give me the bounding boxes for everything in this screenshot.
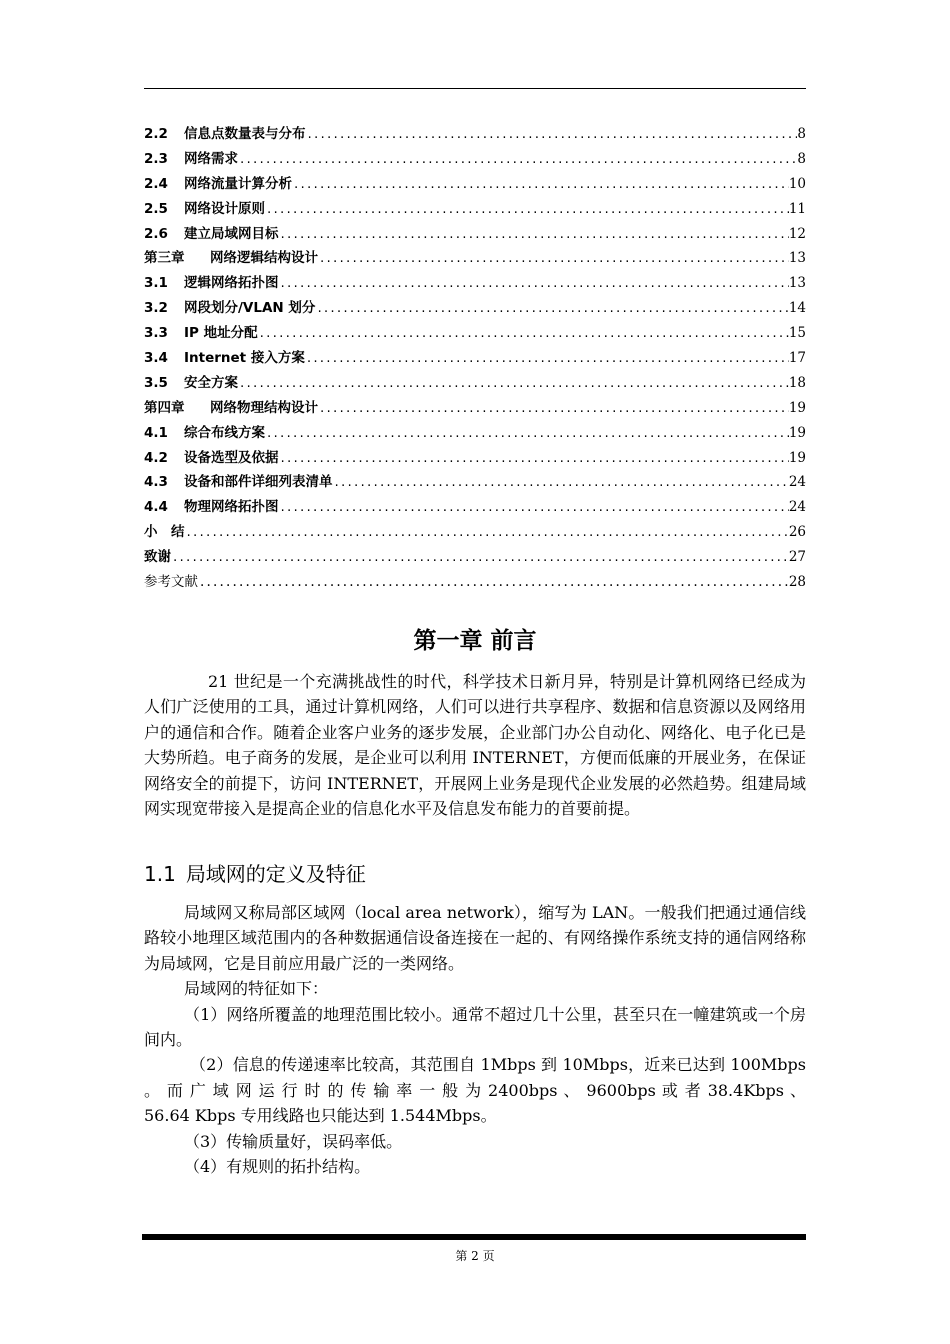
toc-entry[interactable] (144, 122, 806, 147)
toc-entry[interactable] (144, 470, 806, 495)
page-number: 第 2 页 (455, 1249, 495, 1263)
toc-leader-dots (292, 176, 789, 192)
toc-entry-title: 综合布线方案 (184, 424, 265, 441)
toc-entry-page: 18 (788, 374, 806, 391)
toc-entry-title: IP 地址分配 (184, 325, 258, 342)
feature-item-2: （2）信息的传递速率比较高，其范围自 1Mbps 到 10Mbps，近来已达到 100Mbps 。 而 广 域 网 运 行 时 的 传 输 率 一 般 为 2400bps 、 9600bps 或 者 38.4Kbps 、56.64 Kbps 专用线路也只能达到 1.544Mbps。 (144, 1055, 806, 1126)
toc-entry-page: 19 (788, 399, 806, 416)
toc-leader-dots (279, 275, 789, 291)
toc-entry-title: 网络物理结构设计 (210, 399, 318, 416)
toc-entry[interactable] (144, 246, 806, 271)
toc-entry-number: 2.3 (144, 150, 168, 167)
toc-entry-page: 13 (788, 275, 806, 292)
toc-leader-dots (185, 524, 789, 540)
toc-entry-page: 14 (788, 300, 806, 317)
toc-entry[interactable] (144, 520, 806, 545)
toc-entry-number: 3.5 (144, 374, 168, 391)
section-heading (144, 858, 806, 887)
toc-entry-title: 安全方案 (184, 374, 238, 391)
toc-entry[interactable] (144, 222, 806, 247)
header-rule (144, 88, 806, 89)
toc-entry-number: 3.1 (144, 275, 168, 292)
toc-entry[interactable] (144, 321, 806, 346)
intro-paragraph: 21 世纪是一个充满挑战性的时代，科学技术日新月异，特别是计算机网络已经成为人们广泛使用的工具，通过计算机网络，人们可以进行共享程序、数据和信息资源以及网络用户的通信和合作。随着企业客户业务的逐步发展，企业部门办公自动化、网络化、电子化已是大势所趋。电子商务的发展，是企业可以利用 INTERNET，方便而低廉的开展业务，在保证网络安全的前提下，访问 INTERNET，开展网上业务是现代企业发展的必然趋势。组建局域网实现宽带接入是提高企业的信息化水平及信息发布能力的首要前提。 (144, 672, 806, 819)
toc-entry-title: 物理网络拓扑图 (184, 499, 279, 516)
toc-entry-number: 4.4 (144, 499, 168, 516)
toc-entry-page: 24 (788, 499, 806, 516)
toc-entry-number: 2.6 (144, 225, 168, 242)
toc-entry[interactable] (144, 172, 806, 197)
toc-leader-dots (315, 300, 788, 316)
toc-entry-page: 19 (788, 424, 806, 441)
section-title: 局域网的定义及特征 (185, 862, 366, 886)
toc-leader-dots (238, 151, 797, 167)
toc-entry-number: 第三章 (144, 250, 185, 267)
toc-entry[interactable] (144, 197, 806, 222)
toc-leader-dots (333, 474, 789, 490)
toc-entry-number: 4.3 (144, 474, 168, 491)
toc-entry-page: 12 (788, 225, 806, 242)
toc-leader-dots (279, 499, 789, 515)
toc-entry-page: 13 (788, 250, 806, 267)
toc-entry-number: 2.4 (144, 175, 168, 192)
toc-leader-dots (265, 425, 789, 441)
toc-entry-number: 2.5 (144, 200, 168, 217)
toc-entry-title: 致谢 (144, 549, 171, 566)
toc-entry-page: 28 (788, 574, 806, 591)
toc-entry-page: 27 (788, 549, 806, 566)
feature-item-4: （4）有规则的拓扑结构。 (184, 1157, 371, 1177)
toc-entry[interactable] (144, 371, 806, 396)
chapter-intro (144, 669, 806, 821)
toc-entry-title: 设备和部件详细列表清单 (184, 474, 333, 491)
toc-entry[interactable] (144, 421, 806, 446)
toc-entry[interactable] (144, 545, 806, 570)
toc-entry[interactable] (144, 396, 806, 421)
toc-entry-number: 第四章 (144, 399, 185, 416)
paragraph-features-intro: 局域网的特征如下： (184, 979, 329, 999)
toc-leader-dots (279, 226, 789, 242)
toc-entry-number: 2.2 (144, 126, 168, 142)
toc-entry-number: 3.4 (144, 350, 168, 367)
toc-entry-page: 17 (788, 350, 806, 367)
toc-entry-title: 信息点数量表与分布 (184, 126, 306, 142)
toc-entry-title: 设备选型及依据 (184, 449, 279, 466)
toc-leader-dots (318, 250, 789, 266)
toc-entry[interactable] (144, 570, 806, 595)
table-of-contents (144, 122, 806, 595)
toc-entry-title: 网络流量计算分析 (184, 175, 292, 192)
toc-entry-title: 网络逻辑结构设计 (210, 250, 318, 267)
toc-entry-page: 11 (788, 200, 806, 217)
section-number: 1.1 (144, 862, 176, 886)
toc-entry-page: 26 (788, 524, 806, 541)
toc-entry-page: 19 (788, 449, 806, 466)
toc-entry-page: 8 (797, 150, 806, 167)
toc-leader-dots (306, 126, 798, 142)
toc-entry-title: 网络设计原则 (184, 200, 265, 217)
toc-entry-page: 10 (788, 175, 806, 192)
toc-entry[interactable] (144, 495, 806, 520)
toc-leader-dots (318, 400, 789, 416)
toc-entry-number: 3.2 (144, 300, 168, 317)
toc-entry-title: 参考文献 (144, 574, 198, 591)
footer-rule (142, 1234, 806, 1240)
toc-entry-title: 网络需求 (184, 150, 238, 167)
section-body (144, 900, 806, 1179)
toc-entry-number: 4.2 (144, 449, 168, 466)
toc-entry-title: 小 结 (144, 524, 185, 541)
toc-entry[interactable] (144, 296, 806, 321)
toc-entry[interactable] (144, 346, 806, 371)
toc-entry-title: 建立局域网目标 (184, 225, 279, 242)
toc-entry-title: 逻辑网络拓扑图 (184, 275, 279, 292)
toc-entry-page: 15 (788, 325, 806, 342)
toc-leader-dots (265, 201, 789, 217)
toc-leader-dots (171, 549, 789, 565)
paragraph-definition: 局域网又称局部区域网（local area network），缩写为 LAN。一般我们把通过通信线路较小地理区域范围内的各种数据通信设备连接在一起的、有网络操作系统支持的通信网络称为局域网，它是目前应用最广泛的一类网络。 (144, 903, 806, 973)
toc-entry-title: 网段划分/VLAN 划分 (184, 300, 316, 317)
chapter-title: 第一章 前言 (413, 628, 537, 654)
toc-entry-number: 3.3 (144, 325, 168, 342)
toc-entry[interactable] (144, 271, 806, 296)
toc-leader-dots (305, 350, 789, 366)
toc-entry-page: 8 (797, 126, 806, 142)
toc-entry[interactable] (144, 446, 806, 471)
toc-leader-dots (279, 450, 789, 466)
toc-entry-number: 4.1 (144, 424, 168, 441)
feature-item-3: （3）传输质量好，误码率低。 (184, 1131, 403, 1151)
toc-entry-page: 24 (788, 474, 806, 491)
toc-leader-dots (238, 375, 789, 391)
toc-entry[interactable] (144, 147, 806, 172)
toc-leader-dots (198, 574, 789, 590)
toc-entry-title: Internet 接入方案 (184, 350, 305, 367)
toc-leader-dots (258, 325, 789, 341)
feature-item-1: （1）网络所覆盖的地理范围比较小。通常不超过几十公里，甚至只在一幢建筑或一个房间内。 (144, 1004, 806, 1050)
